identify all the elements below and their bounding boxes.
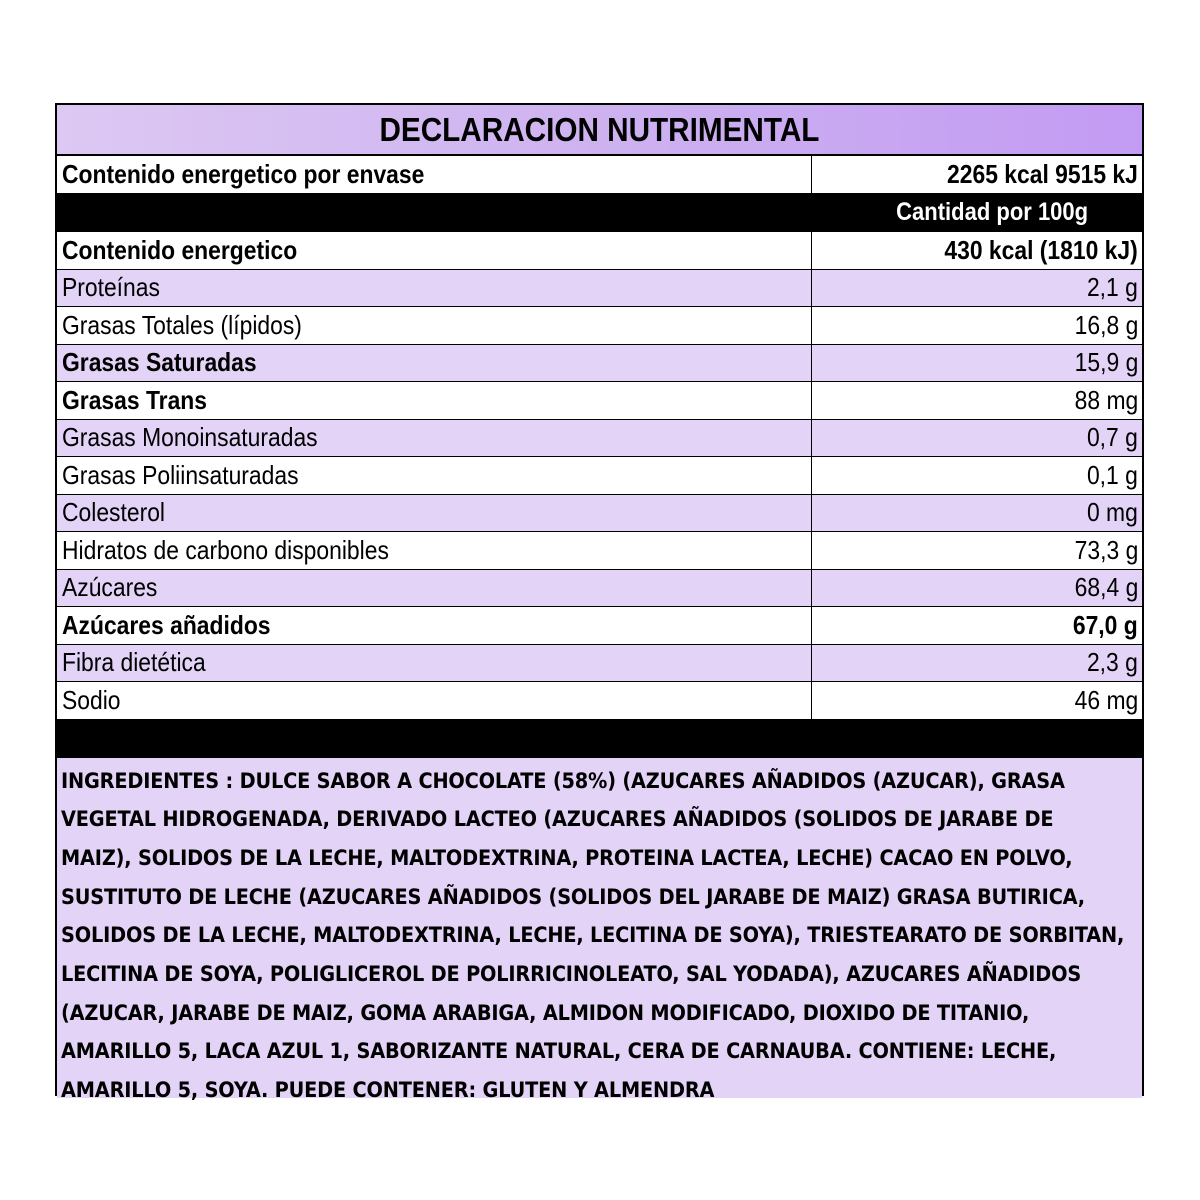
nutrient-value: 2,3 g xyxy=(1087,647,1138,678)
ingredients-line: AMARILLO 5, SOYA. PUEDE CONTENER: GLUTEN Y ALMENDRA xyxy=(61,1078,715,1103)
nutrient-row xyxy=(57,270,1142,308)
per-package-label-cell xyxy=(57,156,812,193)
nutrient-value: 68,4 g xyxy=(1074,572,1138,603)
per-package-label: Contenido energetico por envase xyxy=(62,159,425,189)
nutrient-row xyxy=(57,420,1142,458)
nutrient-value-cell xyxy=(812,232,1142,269)
nutrient-label-cell xyxy=(57,570,812,607)
per-package-row xyxy=(57,156,1142,194)
serving-header-row xyxy=(57,194,1142,232)
nutrient-label-cell xyxy=(57,607,812,644)
nutrient-value-cell xyxy=(812,532,1142,569)
nutrient-value: 16,8 g xyxy=(1074,309,1138,340)
nutrient-row xyxy=(57,345,1142,383)
nutrient-label: Azúcares xyxy=(62,572,158,603)
nutrient-label-cell xyxy=(57,457,812,494)
nutrient-value: 73,3 g xyxy=(1074,534,1138,565)
nutrient-value: 0 mg xyxy=(1087,497,1138,528)
nutrient-label: Hidratos de carbono disponibles xyxy=(62,534,389,565)
nutrient-label: Proteínas xyxy=(62,272,160,303)
per-package-value-cell xyxy=(812,156,1142,193)
nutrient-label: Grasas Monoinsaturadas xyxy=(62,422,318,453)
ingredients-line: SUSTITUTO DE LECHE (AZUCARES AÑADIDOS (SOLIDOS DEL JARABE DE MAIZ) GRASA BUTIRICA, xyxy=(61,884,1085,909)
nutrient-value-cell xyxy=(812,345,1142,382)
nutrient-value-cell xyxy=(812,495,1142,532)
nutrient-value-cell xyxy=(812,457,1142,494)
nutrient-value: 0,7 g xyxy=(1087,422,1138,453)
nutrient-value-cell xyxy=(812,307,1142,344)
serving-header-cell xyxy=(812,194,1142,231)
nutrient-value: 430 kcal (1810 kJ) xyxy=(944,234,1138,265)
nutrient-value-cell xyxy=(812,382,1142,419)
ingredients-line: LECITINA DE SOYA, POLIGLICEROL DE POLIRRICINOLEATO, SAL YODADA), AZUCARES AÑADIDOS xyxy=(61,962,1082,987)
per-package-value: 2265 kcal 9515 kJ xyxy=(947,159,1138,189)
nutrient-row xyxy=(57,457,1142,495)
ingredients-line: MAIZ), SOLIDOS DE LA LECHE, MALTODEXTRINA, PROTEINA LACTEA, LECHE) CACAO EN POLVO, xyxy=(61,845,1073,870)
nutrient-label: Sodio xyxy=(62,684,121,715)
nutrient-label-cell xyxy=(57,307,812,344)
ingredients-line: (AZUCAR, JARABE DE MAIZ, GOMA ARABIGA, ALMIDON MODIFICADO, DIOXIDO DE TITANIO, xyxy=(61,1000,1030,1025)
nutrient-value: 67,0 g xyxy=(1073,609,1138,640)
ingredients-line: AMARILLO 5, LACA AZUL 1, SABORIZANTE NATURAL, CERA DE CARNAUBA. CONTIENE: LECHE, xyxy=(61,1039,1057,1064)
nutrient-row xyxy=(57,307,1142,345)
nutrient-value: 15,9 g xyxy=(1074,347,1138,378)
nutrient-value-cell xyxy=(812,570,1142,607)
nutrient-label-cell xyxy=(57,682,812,719)
serving-header: Cantidad por 100g xyxy=(896,198,1088,226)
nutrient-label-cell xyxy=(57,232,812,269)
label-title-text: DECLARACION NUTRIMENTAL xyxy=(379,110,820,148)
nutrient-label: Colesterol xyxy=(62,497,166,528)
ingredients-line: INGREDIENTES : DULCE SABOR A CHOCOLATE (58%) (AZUCARES AÑADIDOS (AZUCAR), GRASA xyxy=(61,768,1065,793)
nutrient-value-cell xyxy=(812,607,1142,644)
nutrient-row xyxy=(57,382,1142,420)
nutrient-row xyxy=(57,532,1142,570)
nutrient-value: 2,1 g xyxy=(1087,272,1138,303)
nutrient-row xyxy=(57,232,1142,270)
nutrient-row xyxy=(57,495,1142,533)
nutrient-label: Grasas Totales (lípidos) xyxy=(62,309,302,340)
nutrient-label-cell xyxy=(57,345,812,382)
nutrient-value: 0,1 g xyxy=(1087,459,1138,490)
nutrient-row xyxy=(57,607,1142,645)
nutrient-label: Azúcares añadidos xyxy=(62,609,271,640)
nutrient-value: 46 mg xyxy=(1074,684,1138,715)
nutrient-value-cell xyxy=(812,420,1142,457)
nutrient-value-cell xyxy=(812,645,1142,682)
nutrient-row xyxy=(57,570,1142,608)
nutrient-label: Grasas Trans xyxy=(62,384,208,415)
nutrient-label: Fibra dietética xyxy=(62,647,206,678)
divider-bar xyxy=(57,720,1142,758)
nutrient-value: 88 mg xyxy=(1074,384,1138,415)
nutrient-label: Grasas Poliinsaturadas xyxy=(62,459,299,490)
nutrient-label-cell xyxy=(57,495,812,532)
nutrient-value-cell xyxy=(812,682,1142,719)
ingredients-block xyxy=(57,758,1142,1103)
nutrient-label-cell xyxy=(57,382,812,419)
serving-header-spacer xyxy=(57,194,812,231)
nutrient-label-cell xyxy=(57,532,812,569)
nutrient-label-cell xyxy=(57,645,812,682)
nutrient-row xyxy=(57,645,1142,683)
ingredients-line: SOLIDOS DE LA LECHE, MALTODEXTRINA, LECHE, LECITINA DE SOYA), TRIESTEARATO DE SORBITAN, xyxy=(61,923,1125,948)
label-title xyxy=(57,105,1142,156)
nutrient-label: Contenido energetico xyxy=(62,234,298,265)
nutrition-label xyxy=(55,103,1144,1103)
nutrient-row xyxy=(57,682,1142,720)
nutrient-label: Grasas Saturadas xyxy=(62,347,257,378)
nutrient-label-cell xyxy=(57,270,812,307)
nutrient-value-cell xyxy=(812,270,1142,307)
ingredients-line: VEGETAL HIDROGENADA, DERIVADO LACTEO (AZUCARES AÑADIDOS (SOLIDOS DE JARABE DE xyxy=(61,807,1054,832)
nutrient-label-cell xyxy=(57,420,812,457)
